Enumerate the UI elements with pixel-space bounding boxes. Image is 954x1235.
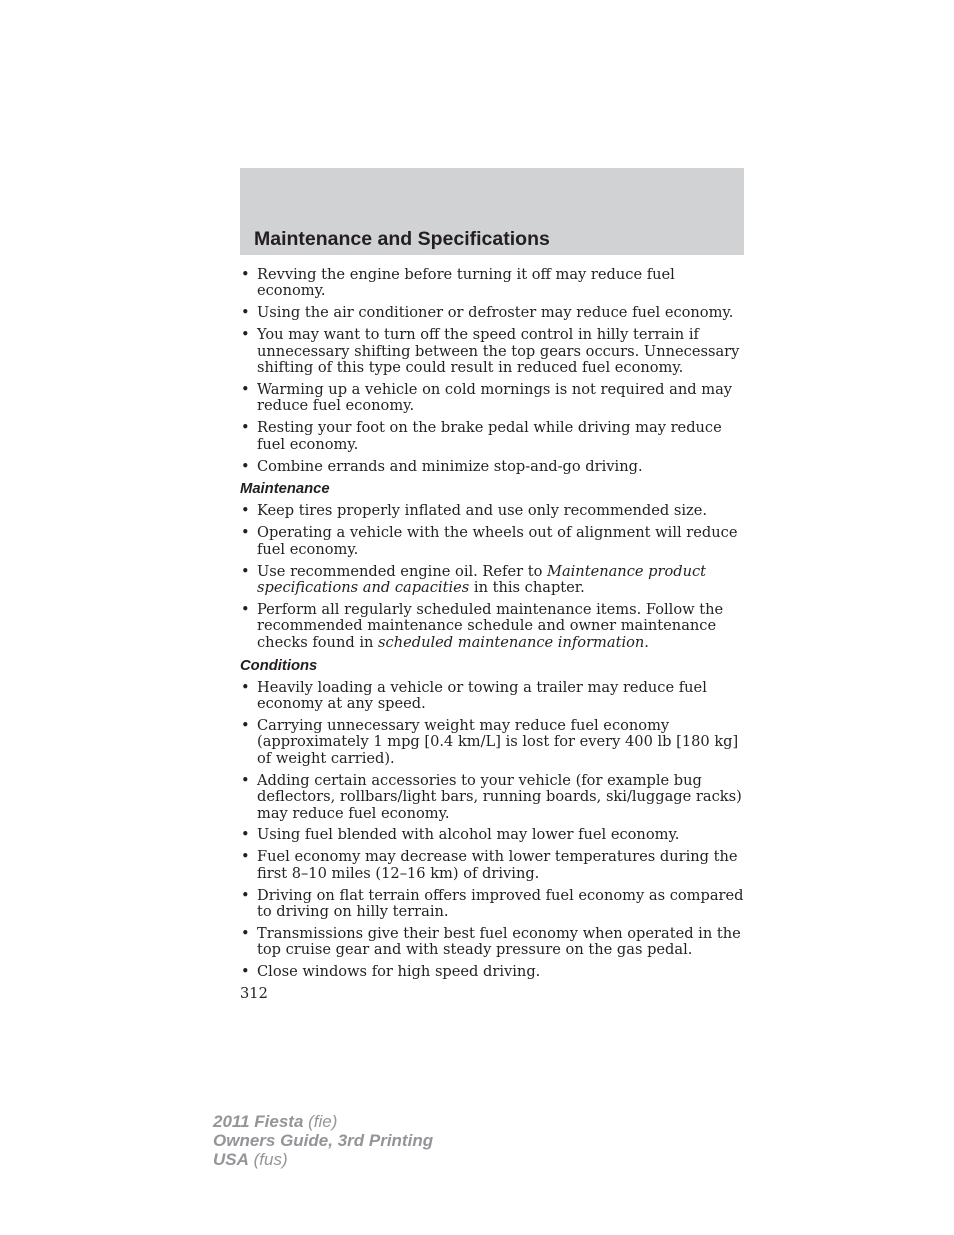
intro-bullet-list — [240, 267, 746, 475]
list-item: • Keep tires properly inflated and use only recommended size. — [240, 503, 746, 519]
cross-reference-link[interactable]: scheduled maintenance information — [378, 633, 645, 651]
footer-line-market — [213, 1150, 433, 1169]
maintenance-heading: Maintenance — [240, 481, 330, 498]
footer-model-code: (fie) — [303, 1112, 338, 1131]
footer-model-name: 2011 Fiesta — [213, 1112, 304, 1131]
page-number: 312 — [240, 985, 268, 1003]
document-footer — [213, 1112, 433, 1169]
list-item: • Warming up a vehicle on cold mornings is not required and may reduce fuel economy. — [240, 382, 746, 415]
list-item: • Adding certain accessories to your vehicle (for example bug deflectors, rollbars/light bars, running boards, ski/luggage racks) may reduce fuel economy. — [240, 773, 746, 822]
list-item: • Fuel economy may decrease with lower temperatures during the first 8–10 miles (12–16 km) of driving. — [240, 849, 746, 882]
list-item: • Close windows for high speed driving. — [240, 964, 746, 980]
item-text: Perform all regularly scheduled maintenance items. Follow the recommended maintenance schedule and owner maintenance checks found in — [257, 601, 724, 651]
conditions-heading: Conditions — [240, 657, 318, 674]
list-item — [240, 564, 746, 597]
maintenance-bullet-list — [240, 503, 746, 651]
list-item: • Resting your foot on the brake pedal while driving may reduce fuel economy. — [240, 420, 746, 453]
page-content — [240, 267, 746, 1003]
item-text: . — [644, 633, 649, 651]
list-item: • You may want to turn off the speed control in hilly terrain if unnecessary shifting between the top gears occurs. Unnecessary shifting of this type could result in reduced fuel economy. — [240, 327, 746, 376]
footer-line-guide: Owners Guide, 3rd Printing — [213, 1131, 434, 1150]
item-text: Use recommended engine oil. Refer to — [257, 562, 547, 580]
footer-market-name: USA — [213, 1150, 249, 1169]
cross-reference-link[interactable]: Maintenance product specifications and capacities — [257, 562, 707, 597]
list-item: • Using fuel blended with alcohol may lower fuel economy. — [240, 827, 746, 843]
list-item: • Carrying unnecessary weight may reduce fuel economy (approximately 1 mpg [0.4 km/L] is lost for every 400 lb [180 kg] of weight carried). — [240, 718, 746, 767]
list-item: • Operating a vehicle with the wheels out of alignment will reduce fuel economy. — [240, 525, 746, 558]
list-item: • Driving on flat terrain offers improved fuel economy as compared to driving on hilly terrain. — [240, 888, 746, 921]
footer-line-model — [213, 1112, 433, 1131]
section-header-band — [240, 168, 744, 255]
list-item — [240, 602, 746, 651]
list-item: • Heavily loading a vehicle or towing a trailer may reduce fuel economy at any speed. — [240, 680, 746, 713]
list-item: • Combine errands and minimize stop-and-go driving. — [240, 459, 746, 475]
conditions-bullet-list — [240, 680, 746, 981]
section-title: Maintenance and Specifications — [254, 228, 550, 250]
footer-market-code: (fus) — [248, 1150, 288, 1169]
list-item: • Transmissions give their best fuel economy when operated in the top cruise gear and with steady pressure on the gas pedal. — [240, 926, 746, 959]
list-item: • Using the air conditioner or defroster may reduce fuel economy. — [240, 305, 746, 321]
item-text: in this chapter. — [469, 579, 585, 597]
list-item: • Revving the engine before turning it off may reduce fuel economy. — [240, 267, 746, 300]
